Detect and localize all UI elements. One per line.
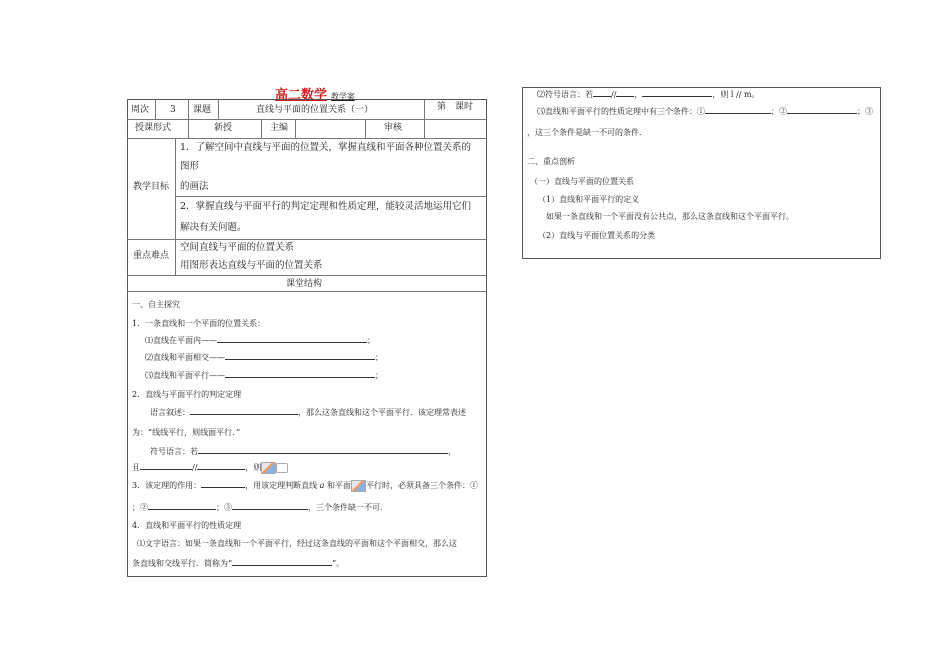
plane-symbol-icon (261, 462, 276, 474)
keypoint-1: 空间直线与平面的位置关系 (180, 242, 295, 253)
keypoints-label: 重点难点 (133, 251, 170, 261)
form-label: 授课形式 (135, 123, 172, 133)
question-4: 4．直线和平面平行的性质定理 (132, 521, 242, 530)
goal-2-line-1: 2．掌握直线与平面平行的判定定理和性质定理，能较灵活地运用它们 (180, 201, 472, 212)
q1-option-c: ⑶直线和平面平行—— ； (145, 371, 383, 380)
q2-as: 为：“线线平行，则线面平行．” (132, 428, 241, 437)
section-2a1-heading: （1）直线和平面平行的定义 (538, 195, 640, 204)
week-label: 周次 (131, 105, 150, 115)
structure-heading: 课堂结构 (286, 279, 323, 289)
goal-1-line-1: 1．了解空间中直线与平面的位置关，掌握直线和平面各种位置关系的 (180, 142, 472, 153)
topic-label: 课题 (193, 105, 212, 115)
goal-2-line-2: 解决有关问题。 (180, 222, 247, 233)
section-2a1-definition: 如果一条直线和一个平面没有公共点，那么这条直线和这个平面平行。 (546, 212, 794, 221)
right-conditions-note: ，这三个条件是缺一不可的条件． (527, 128, 647, 137)
period-label: 第 课时 (437, 102, 474, 112)
question-2: 2．直线与平面平行的判定定理 (132, 390, 242, 399)
q2-symbol-line-2: 且 // ，则 (132, 462, 288, 474)
form-value: 新授 (214, 123, 233, 133)
section-2a-heading: （一）直线与平面的位置关系 (530, 177, 634, 186)
doc-type-label: 教学案 (330, 92, 355, 101)
q4-text-line-2: 条直线和交线平行．简称为“ ”。 (132, 559, 345, 568)
question-3-line-2: ；② ；③ ，三个条件缺一不可． (132, 503, 388, 512)
editor-label: 主编 (270, 123, 289, 133)
q2-symbol: 符号语言：若 ， (150, 447, 456, 456)
subject-title: 高二数学 (275, 88, 328, 103)
right-symbol-language: ⑵符号语言：若 // ， ，则 l // m。 (537, 90, 760, 99)
right-three-conditions: ⑶直线和平面平行的性质定理中有三个条件：① ；② ；③ (537, 107, 873, 116)
section-2a2-heading: （2）直线与平面位置关系的分类 (538, 231, 656, 240)
keypoint-2: 用图形表达直线与平面的位置关系 (180, 260, 323, 271)
question-3: 3．该定理的作用： ，用该定理判断直线 a 和平面 平行时，必须具备三个条件：① (132, 481, 478, 490)
q1-option-a: ⑴直线在平面内—— ； (145, 336, 375, 345)
topic-value: 直线与平面的位置关系（一） (256, 105, 374, 115)
goals-label: 教学目标 (133, 182, 170, 192)
section-2-heading: 二、重点剖析 (527, 157, 575, 166)
goal-1-line-3: 的画法 (180, 181, 209, 192)
review-label: 审核 (384, 123, 403, 133)
q4-text-line-1: ⑴文字语言：如果一条直线和一个平面平行，经过这条直线的平面和这个平面相交，那么这 (137, 539, 457, 548)
goal-1-line-2: 图形 (180, 161, 200, 172)
q1-option-b: ⑵直线和平面相交—— ； (145, 353, 383, 362)
question-1: 1．一条直线和一个平面的位置关系： (132, 319, 266, 328)
q2-language: 语言叙述： ，那么这条直线和这个平面平行．该定理常表述 (150, 408, 466, 417)
section-1-heading: 一、自主探究 (132, 300, 180, 309)
plane-symbol-icon (351, 480, 366, 492)
week-value: 3 (170, 105, 176, 115)
